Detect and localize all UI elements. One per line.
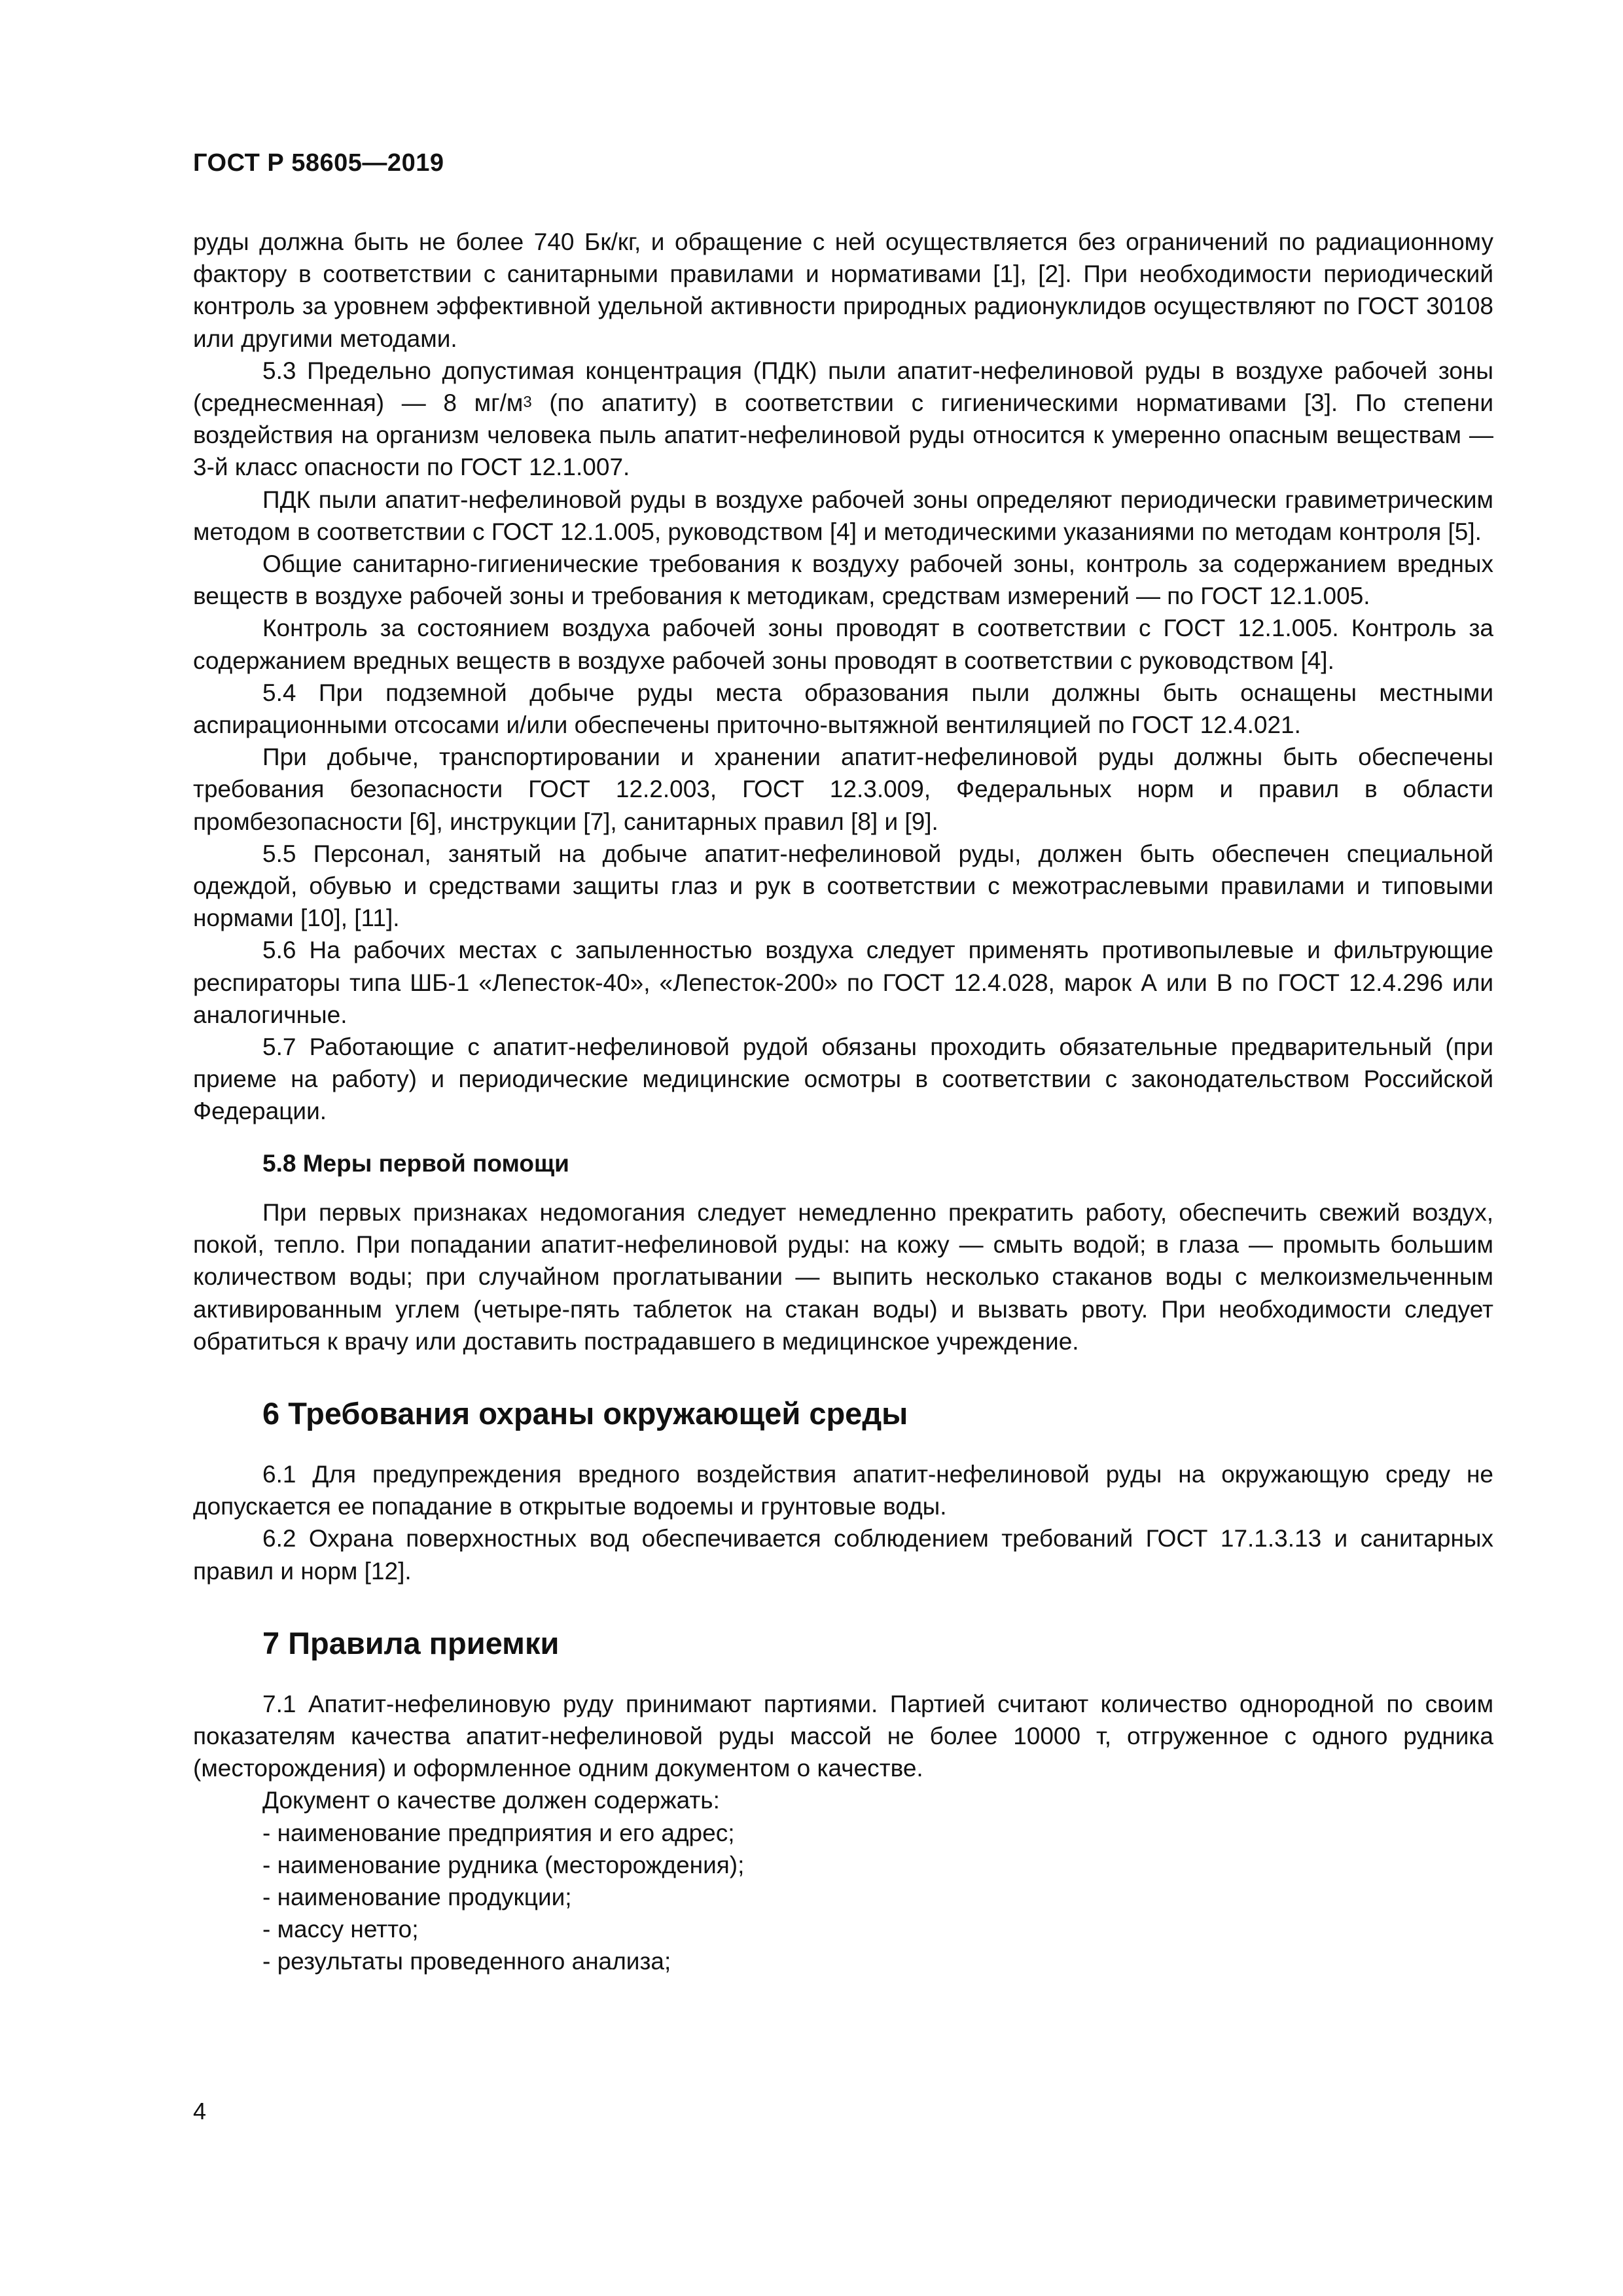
paragraph-air-control: Контроль за состоянием воздуха рабочей зоны проводят в соответствии с ГОСТ 12.1.005. Контроль за содержанием вредных веществ в воздухе рабочей зоны проводят в соответствии с руководством [4]. [193, 615, 1493, 674]
paragraph-pdk-method: ПДК пыли апатит-нефелиновой руды в воздухе рабочей зоны определяют периодически гравиметрическим методом в соответствии с ГОСТ 12.1.005, руководством [4] и методическими указаниями по методам контроля [5]. [193, 486, 1493, 545]
document-body [193, 226, 1493, 1978]
list-item: - массу нетто; [262, 1913, 1493, 1945]
paragraph-safety-requirements: При добыче, транспортировании и хранении апатит-нефелиновой руды должны быть обеспечены требования безопасности ГОСТ 12.2.003, ГОСТ 12.3.009, Федеральных норм и правил в области промбезопасности [6], инструкции [7], санитарных правил [8] и [9]. [193, 744, 1493, 835]
subsection-title-5-8: 5.8 Меры первой помощи [262, 1149, 569, 1177]
paragraph-6-2: 6.2 Охрана поверхностных вод обеспечивается соблюдением требований ГОСТ 17.1.3.13 и санитарных правил и норм [12]. [193, 1525, 1493, 1585]
pdk-text-after: (по апатиту) в соответствии с гигиеническими нормативами [3]. По степени воздействия на организм человека пыль апатит-нефелиновой руды относится к умеренно опасным веществам — 3-й класс опасности по ГОСТ 12.1.007. [193, 389, 1493, 481]
paragraph-general-requirements: Общие санитарно-гигиенические требования к воздуху рабочей зоны, контроль за содержанием вредных веществ в воздухе рабочей зоны и требования к методикам, средствам измерений — по ГОСТ 12.1.005. [193, 550, 1493, 610]
document-contents-list [193, 1817, 1493, 1978]
paragraph-5-3 [193, 355, 1493, 484]
document-code-header: ГОСТ Р 58605—2019 [193, 149, 444, 177]
paragraph-5-6: 5.6 На рабочих местах с запыленностью воздуха следует применять противопылевые и фильтрующие респираторы типа ШБ-1 «Лепесток-40», «Лепесток-200» по ГОСТ 12.4.028, марок А или В по ГОСТ 12.4.296 или аналогичные. [193, 937, 1493, 1028]
list-item: - наименование продукции; [262, 1881, 1493, 1913]
list-item: - наименование предприятия и его адрес; [262, 1817, 1493, 1849]
paragraph-radiation: руды должна быть не более 740 Бк/кг, и обращение с ней осуществляется без ограничений по радиационному фактору в соответствии с санитарными правилами и нормативами [1], [2]. При необходимости периодический контроль за уровнем эффективной удельной активности природных радионуклидов осуществляют по ГОСТ 30108 или другими методами. [193, 228, 1493, 352]
paragraph-5-4: 5.4 При подземной добыче руды места образования пыли должны быть оснащены местными аспирационными отсосами и/или обеспечены приточно-вытяжной вентиляцией по ГОСТ 12.4.021. [193, 679, 1493, 739]
section-title-7: 7 Правила приемки [262, 1625, 560, 1660]
list-item: - результаты проведенного анализа; [262, 1945, 1493, 1977]
paragraph-7-1: 7.1 Апатит-нефелиновую руду принимают партиями. Партией считают количество однородной по своим показателям качества апатит-нефелиновой руды массой не более 10000 т, отгруженное с одного рудника (месторождения) и оформленное одним документом о качестве. [193, 1690, 1493, 1782]
pdk-superscript: 3 [523, 393, 532, 412]
pdk-text-before: 5.3 Предельно допустимая концентрация (ПДК) пыли апатит-нефелиновой руды в воздухе рабочей зоны (среднесменная) — 8 мг/м [193, 357, 1493, 417]
paragraph-first-aid: При первых признаках недомогания следует немедленно прекратить работу, обеспечить свежий воздух, покой, тепло. При попадании апатит-нефелиновой руды: на кожу — смыть водой; в глаза — промыть большим количеством воды; при случайном проглатывании — выпить несколько стаканов воды с мелкоизмельченным активированным углем (четыре-пять таблеток на стакан воды) и вызвать рвоту. При необходимости следует обратиться к врачу или доставить пострадавшего в медицинское учреждение. [193, 1198, 1493, 1355]
paragraph-5-5: 5.5 Персонал, занятый на добыче апатит-нефелиновой руды, должен быть обеспечен специальной одеждой, обувью и средствами защиты глаз и рук в соответствии с межотраслевыми правилами и типовыми нормами [10], [11]. [193, 840, 1493, 932]
paragraph-6-1: 6.1 Для предупреждения вредного воздействия апатит-нефелиновой руды на окружающую среду не допускается ее попадание в открытые водоемы и грунтовые воды. [193, 1460, 1493, 1520]
paragraph-5-7: 5.7 Работающие с апатит-нефелиновой рудой обязаны проходить обязательные предварительный (при приеме на работу) и периодические медицинские осмотры в соответствии с законодательством Российской Федерации. [193, 1033, 1493, 1125]
page-number: 4 [193, 2098, 207, 2125]
list-item: - наименование рудника (месторождения); [262, 1849, 1493, 1881]
section-title-6: 6 Требования охраны окружающей среды [262, 1395, 908, 1431]
paragraph-document-contents: Документ о качестве должен содержать: [262, 1787, 720, 1814]
